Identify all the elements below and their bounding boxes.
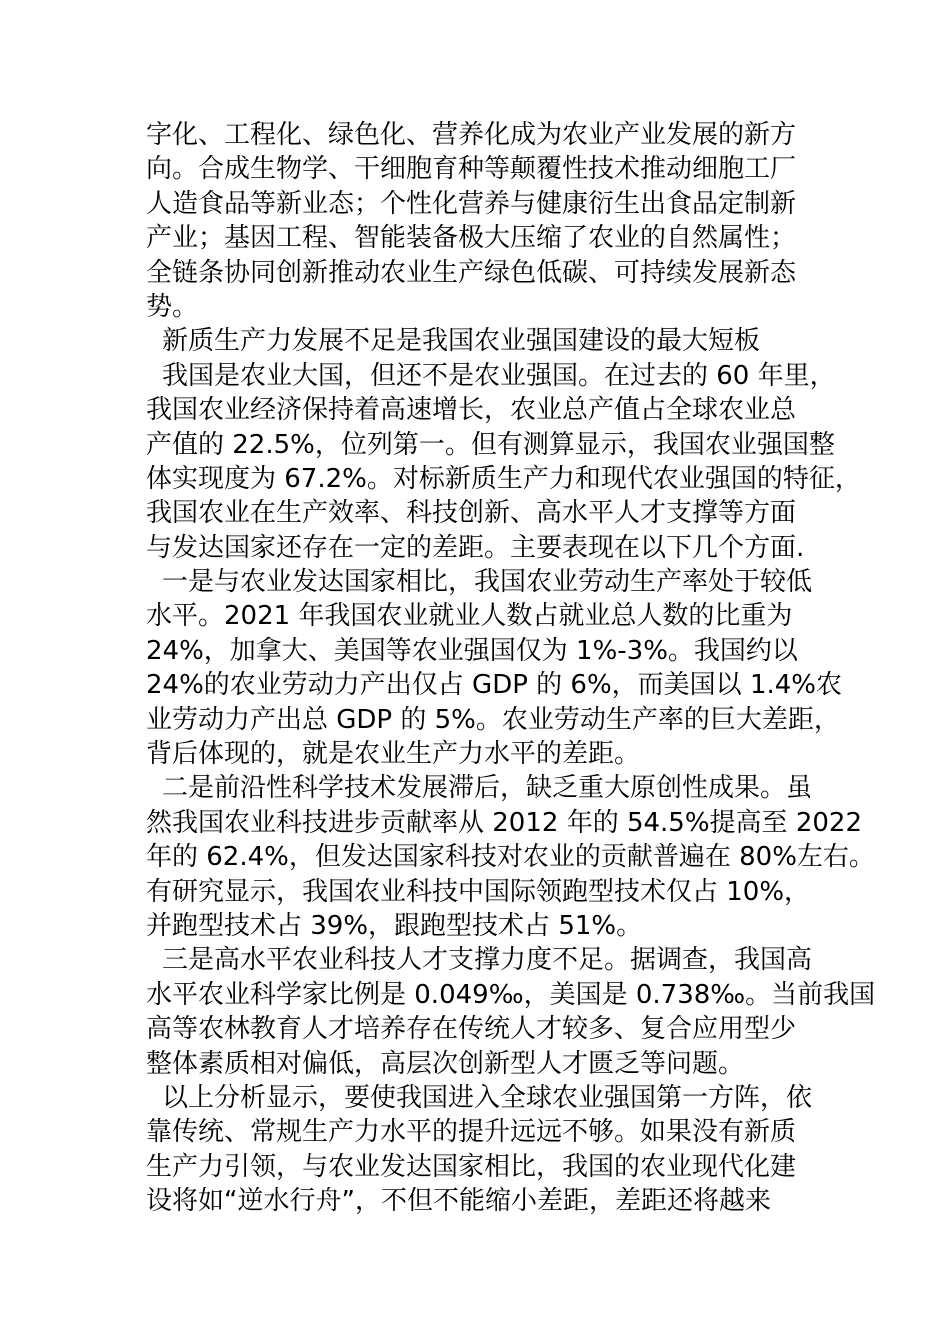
text-line: 产值的 22.5%，位列第一。但有测算显示，我国农业强国整 xyxy=(146,429,835,460)
text-line: 背后体现的，就是农业生产力水平的差距。 xyxy=(146,739,641,770)
text-line: 整体素质相对偏低，高层次创新型人才匮乏等问题。 xyxy=(146,1048,745,1079)
text-line: 与发达国家还存在一定的差距。主要表现在以下几个方面. xyxy=(146,532,805,563)
text-line: 水平农业科学家比例是 0.049‰，美国是 0.738‰。当前我国 xyxy=(146,979,876,1010)
text-line: 设将如“逆水行舟”，不但不能缩小差距，差距还将越来 xyxy=(146,1186,771,1217)
text-line: 二是前沿性科学技术发展滞后，缺乏重大原创性成果。虽 xyxy=(162,773,813,804)
text-line: 人造食品等新业态；个性化营养与健康衍生出食品定制新 xyxy=(146,188,797,219)
text-line: 24%的农业劳动力产出仅占 GDP 的 6%，而美国以 1.4%农 xyxy=(146,670,842,701)
text-line: 然我国农业科技进步贡献率从 2012 年的 54.5%提高至 2022 xyxy=(146,807,862,838)
text-line: 靠传统、常规生产力水平的提升远远不够。如果没有新质 xyxy=(146,1117,797,1148)
text-line: 产业；基因工程、智能装备极大压缩了农业的自然属性； xyxy=(146,223,797,254)
text-line: 24%，加拿大、美国等农业强国仅为 1%-3%。我国约以 xyxy=(146,635,798,666)
text-line: 业劳动力产出总 GDP 的 5%。农业劳动生产率的巨大差距， xyxy=(146,704,840,735)
document-body xyxy=(146,118,876,1219)
text-line: 体实现度为 67.2%。对标新质生产力和现代农业强国的特征， xyxy=(146,463,861,494)
text-line: 势。 xyxy=(146,291,199,322)
text-line: 我国农业经济保持着高速增长，农业总产值占全球农业总 xyxy=(146,395,797,426)
section-heading: 新质生产力发展不足是我国农业强国建设的最大短板 xyxy=(162,326,761,357)
text-line: 我国是农业大国，但还不是农业强国。在过去的 60 年里， xyxy=(162,360,836,391)
text-line: 一是与农业发达国家相比，我国农业劳动生产率处于较低 xyxy=(162,567,813,598)
text-line: 字化、工程化、绿色化、营养化成为农业产业发展的新方 xyxy=(146,120,797,150)
text-line: 并跑型技术占 39%，跟跑型技术占 51%。 xyxy=(146,910,643,941)
text-line: 向。合成生物学、干细胞育种等颠覆性技术推动细胞工厂 xyxy=(146,154,797,185)
text-line: 生产力引领，与农业发达国家相比，我国的农业现代化建 xyxy=(146,1151,797,1182)
text-line: 年的 62.4%，但发达国家科技对农业的贡献普遍在 80%左右。 xyxy=(146,842,875,873)
text-line: 高等农林教育人才培养存在传统人才较多、复合应用型少 xyxy=(146,1014,797,1045)
text-line: 我国农业在生产效率、科技创新、高水平人才支撑等方面 xyxy=(146,498,797,529)
text-line: 有研究显示，我国农业科技中国际领跑型技术仅占 10%， xyxy=(146,876,811,907)
text-line: 水平。2021 年我国农业就业人数占就业总人数的比重为 xyxy=(146,601,793,632)
text-line: 全链条协同创新推动农业生产绿色低碳、可持续发展新态 xyxy=(146,257,797,288)
text-line: 三是高水平农业科技人才支撑力度不足。据调查，我国高 xyxy=(162,945,813,976)
text-line: 以上分析显示，要使我国进入全球农业强国第一方阵，依 xyxy=(162,1082,813,1113)
